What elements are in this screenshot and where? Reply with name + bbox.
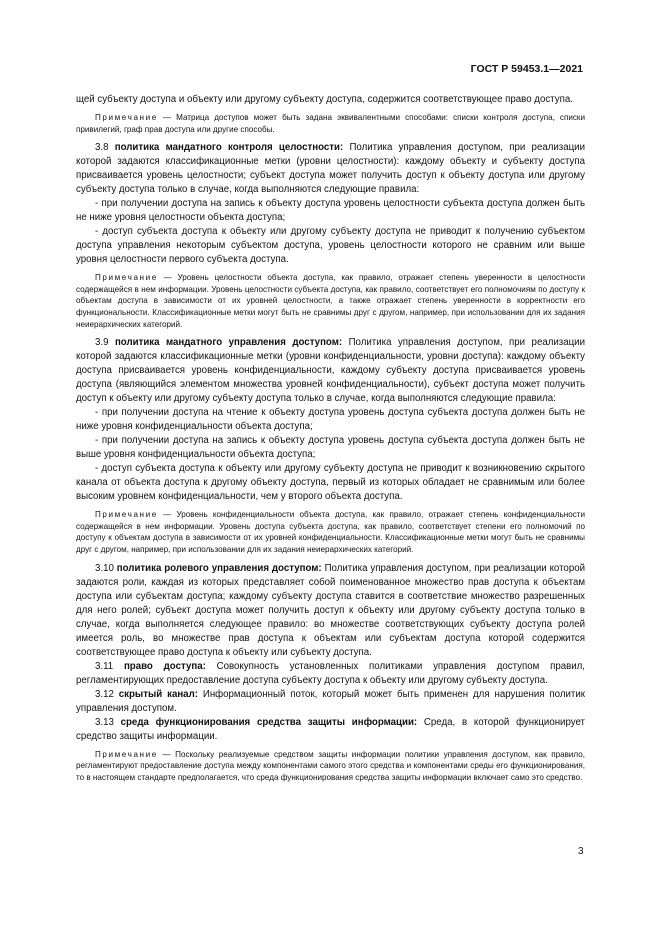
term-text: Политика управления доступом, при реализации которой задаются классификационные метки (уровни целостности): каждому объекту и субъекту доступа присваивается уровень целостности; субъект доступа может получить доступ к объекту доступа или другому субъекту доступа только в случае, когда выполняются следующие правила: xyxy=(76,142,585,196)
term-title: политика мандатного управления доступом: xyxy=(114,337,343,349)
term-title: право доступа: xyxy=(123,660,206,672)
term-definition xyxy=(76,141,585,197)
body-paragraph: щей субъекту доступа и объекту или другому субъекту доступа, содержится соответствующее право доступа. xyxy=(76,94,573,105)
term-title: скрытый канал: xyxy=(118,688,198,700)
list-item: - доступ субъекта доступа к объекту или другому субъекту доступа не приводит к получению субъектом доступа управления некоторым субъектом доступа, уровень целостности которого не сравним или выше уровня целостности первого субъекта доступа. xyxy=(76,226,585,266)
term-definition xyxy=(76,562,585,660)
term-text: Политика управления доступом, при реализации которой задаются классификационные метки (уровни конфиденциальности, уровни доступа): каждому объекту доступа присваивается уровень конфиденциальности, каждому субъекту доступа присваивается уровень доступа (являющийся элементом множества уровней конфиденциальности), субъект доступа может получить доступ к объекту или другому субъекту доступа только в случае, когда выполняются следующие правила: xyxy=(76,337,585,405)
list-item: - при получении доступа на чтение к объекту доступа уровень доступа субъекта доступа должен быть не ниже уровня конфиденциальности объекта доступа; xyxy=(76,407,585,433)
term-number: 3.10 xyxy=(95,562,114,574)
term-number: 3.11 xyxy=(95,660,114,672)
note-text: — Поскольку реализуемые средством защиты информации политики управления доступом, как правило, регламентируют предоставление доступа между компонентами самого этого средства и компонентами среды его функционирования, то в настоящем стандарте предполагается, что среда функционирования средства защиты информации включает само это средство. xyxy=(76,749,585,782)
note-paragraph xyxy=(76,272,585,330)
term-definition xyxy=(76,336,585,406)
note-text: — Уровень конфиденциальности объекта доступа, как правило, отражает степень конфиденциальности содержащейся в нем информации. Уровень доступа субъекта доступа, как правило, соответствует степени его полномочий по доступу к объектам доступа в зависимости от их уровней конфиденциальности. Классификационные метки могут быть не сравнимы друг с другом, например, при использовании для их задания неиерархических категорий. xyxy=(76,510,585,554)
note-label: Примечание xyxy=(95,749,158,759)
page-number: 3 xyxy=(578,846,584,857)
term-title: политика ролевого управления доступом: xyxy=(116,562,322,574)
term-text: Политика управления доступом, при реализации которой задаются роли, каждая из которых представляет собой поименованное множество прав доступа к объектам доступа или субъектам доступа; каждому субъекту доступа ставится в соответствие множество разрешенных для него ролей; субъект доступа может получить доступ к объекту или другому субъекту доступа только в случае, когда выполняется следующее правило: во множестве соответствующих субъекту доступа ролей имеется роль, во множестве прав доступа к объектам или субъектам доступа которой содержится соответствующее право доступа к объекту или субъекту доступа. xyxy=(76,562,586,658)
list-item: - при получении доступа на запись к объекту доступа уровень доступа субъекта доступа должен быть не выше уровня конфиденциальности объекта доступа; xyxy=(76,435,585,461)
note-paragraph xyxy=(76,112,585,135)
note-text: — Матрица доступов может быть задана эквивалентными способами: списки контроля доступа, списки привилегий, граф прав доступа или другие способы. xyxy=(76,113,585,134)
term-number: 3.13 xyxy=(95,716,114,728)
note-text: — Уровень целостности объекта доступа, как правило, отражает степень уверенности в целостности содержащейся в нем информации. Уровень целостности субъекта доступа, как правило, соответствует его полномочиям по доступу к объектам доступа в зависимости от их уровней целостности, а также отражает степень уверенности в корректности его функциональности. Классификационные метки могут быть не сравнимы друг с другом, например, при использовании для их задания неиерархических категорий. xyxy=(76,273,585,329)
term-text: Среда, в которой функционирует средство защиты информации. xyxy=(76,716,585,742)
note-paragraph xyxy=(76,509,585,555)
term-definition xyxy=(76,688,585,716)
note-label: Примечание xyxy=(95,510,158,520)
term-number: 3.8 xyxy=(95,142,109,154)
term-title: среда функционирования средства защиты информации: xyxy=(120,716,418,728)
list-item: - при получении доступа на запись к объекту доступа уровень целостности субъекта доступа должен быть не ниже уровня целостности объекта доступа; xyxy=(76,198,585,224)
note-label: Примечание xyxy=(95,113,158,122)
term-definition xyxy=(76,716,585,744)
term-definition xyxy=(76,660,585,688)
note-paragraph xyxy=(76,749,585,784)
term-text: Информационный поток, который может быть применен для нарушения политик управления доступом. xyxy=(76,688,585,714)
document-header: ГОСТ Р 59453.1—2021 xyxy=(470,63,583,75)
term-title: политика мандатного контроля целостности: xyxy=(114,142,344,154)
term-number: 3.9 xyxy=(95,337,109,349)
note-label: Примечание xyxy=(95,273,158,283)
term-text: Совокупность установленных политиками управления доступом правил, регламентирующих предоставление доступа субъекту доступа к объекту или другому субъекту доступа. xyxy=(76,660,585,686)
term-number: 3.12 xyxy=(95,688,114,700)
list-item: - доступ субъекта доступа к объекту или другому субъекту доступа не приводит к возникновению скрытого канала от объекта доступа к другому объекту доступа, первый из которых обладает не сравнимым или более высоким уровнем конфиденциальности, чем у второго объекта доступа. xyxy=(76,463,585,503)
document-body xyxy=(76,93,585,789)
